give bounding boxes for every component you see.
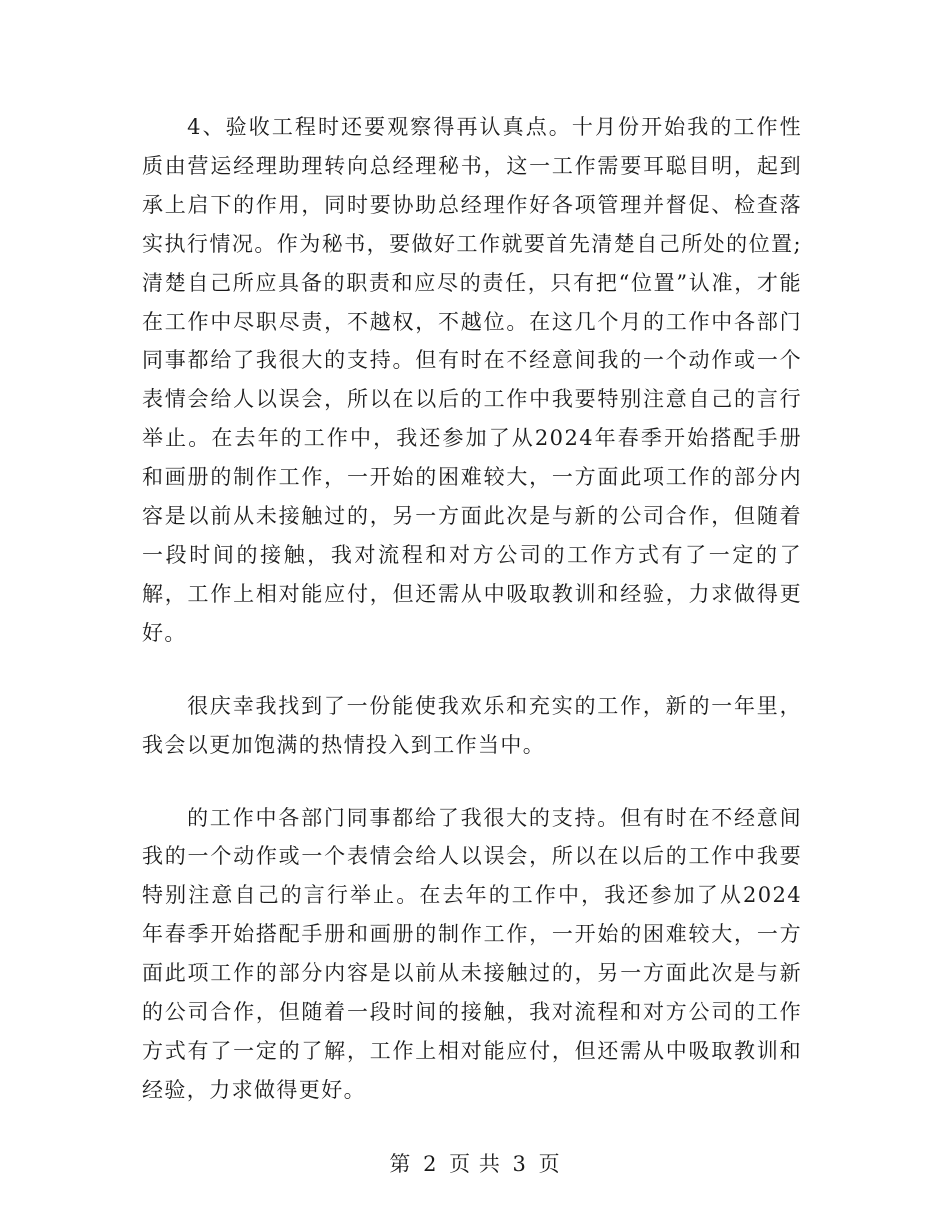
current-page-number: 2: [423, 1152, 438, 1176]
page-label-prefix: 第: [389, 1152, 412, 1176]
page-label-suffix: 页: [538, 1152, 561, 1176]
paragraph-2: 很庆幸我找到了一份能使我欢乐和充实的工作，新的一年里，我会以更加饱满的热情投入到工作当中。: [142, 693, 802, 757]
total-pages-number: 3: [512, 1152, 527, 1176]
document-body: [142, 108, 802, 1110]
page-number-footer: [0, 1148, 950, 1178]
paragraph-3: 的工作中各部门同事都给了我很大的支持。但有时在不经意间我的一个动作或一个表情会给人以误会，所以在以后的工作中我要特别注意自己的言行举止。在去年的工作中，我还参加了从2024年春季开始搭配手册和画册的制作工作，一开始的困难较大，一方面此项工作的部分内容是以前从未接触过的，另一方面此次是与新的公司合作，但随着一段时间的接触，我对流程和对方公司的工作方式有了一定的了解，工作上相对能应付，但还需从中吸取教训和经验，力求做得更好。: [142, 805, 802, 1102]
paragraph-1: 4、验收工程时还要观察得再认真点。十月份开始我的工作性质由营运经理助理转向总经理秘书，这一工作需要耳聪目明，起到承上启下的作用，同时要协助总经理作好各项管理并督促、检查落实执行情况。作为秘书，要做好工作就要首先清楚自己所处的位置;清楚自己所应具备的职责和应尽的责任，只有把“位置”认准，才能在工作中尽职尽责，不越权，不越位。在这几个月的工作中各部门同事都给了我很大的支持。但有时在不经意间我的一个动作或一个表情会给人以误会，所以在以后的工作中我要特别注意自己的言行举止。在去年的工作中，我还参加了从2024年春季开始搭配手册和画册的制作工作，一开始的困难较大，一方面此项工作的部分内容是以前从未接触过的，另一方面此次是与新的公司合作，但随着一段时间的接触，我对流程和对方公司的工作方式有了一定的了解，工作上相对能应付，但还需从中吸取教训和经验，力求做得更好。: [142, 115, 802, 645]
page-label-middle: 页 共: [449, 1152, 501, 1176]
